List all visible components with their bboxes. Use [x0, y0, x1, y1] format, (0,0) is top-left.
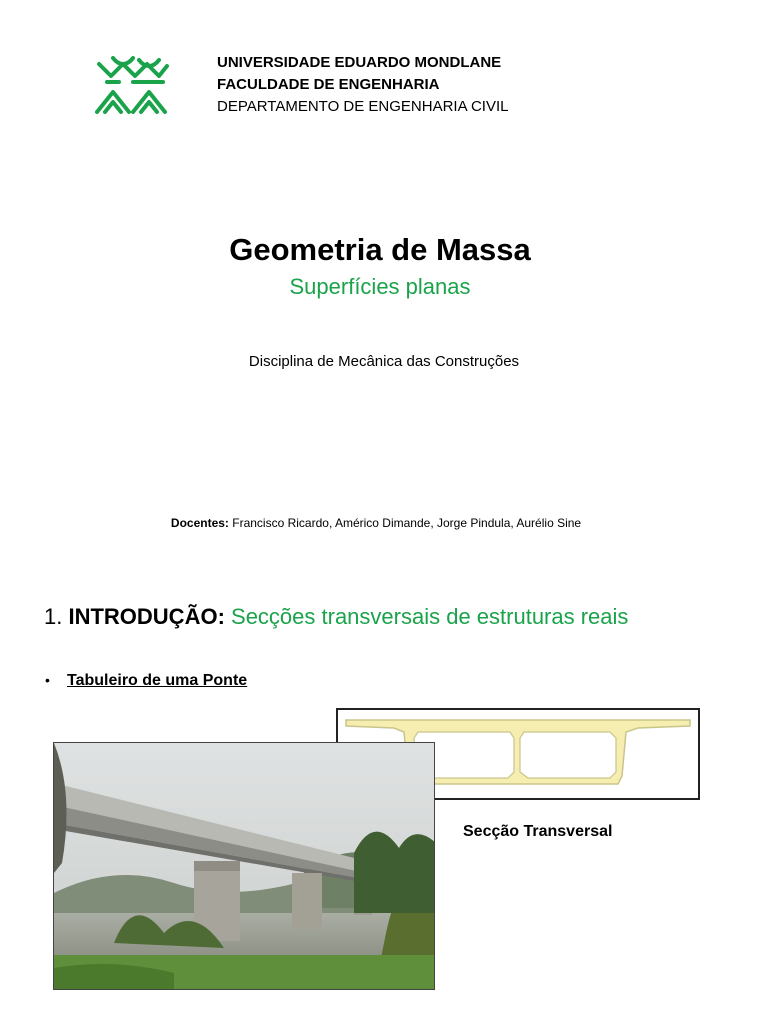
- page-subtitle: Superfícies planas: [289, 274, 471, 299]
- bullet-marker: •: [45, 672, 50, 688]
- cross-section-label: Secção Transversal: [463, 823, 613, 840]
- page-title: Geometria de Massa: [229, 232, 531, 267]
- section-label: INTRODUÇÃO:: [68, 604, 225, 629]
- bridge-photo-image: [54, 743, 435, 990]
- discipline-line: Disciplina de Mecânica das Construções: [248, 353, 520, 370]
- section-number: 1.: [44, 604, 69, 629]
- bullet-item: [45, 672, 247, 690]
- bullet-text: Tabuleiro de uma Ponte: [67, 672, 248, 689]
- docentes-line: [0, 516, 752, 530]
- docentes-names: Francisco Ricardo, Américo Dimande, Jorge Pindula, Aurélio Sine: [228, 516, 582, 530]
- department-name: DEPARTAMENTO DE ENGENHARIA CIVIL: [217, 98, 509, 115]
- right-cell: [520, 732, 616, 778]
- institution-block: [217, 52, 508, 118]
- section-heading: [44, 604, 628, 630]
- faculty-name: FACULDADE DE ENGENHARIA: [217, 76, 440, 93]
- bridge-photo: [53, 742, 435, 990]
- university-name: UNIVERSIDADE EDUARDO MONDLANE: [217, 54, 502, 71]
- docentes-label: Docentes:: [170, 516, 229, 530]
- university-logo: [93, 52, 171, 118]
- section-text: Secções transversais de estruturas reais: [224, 604, 629, 629]
- university-logo-icon: [93, 52, 171, 118]
